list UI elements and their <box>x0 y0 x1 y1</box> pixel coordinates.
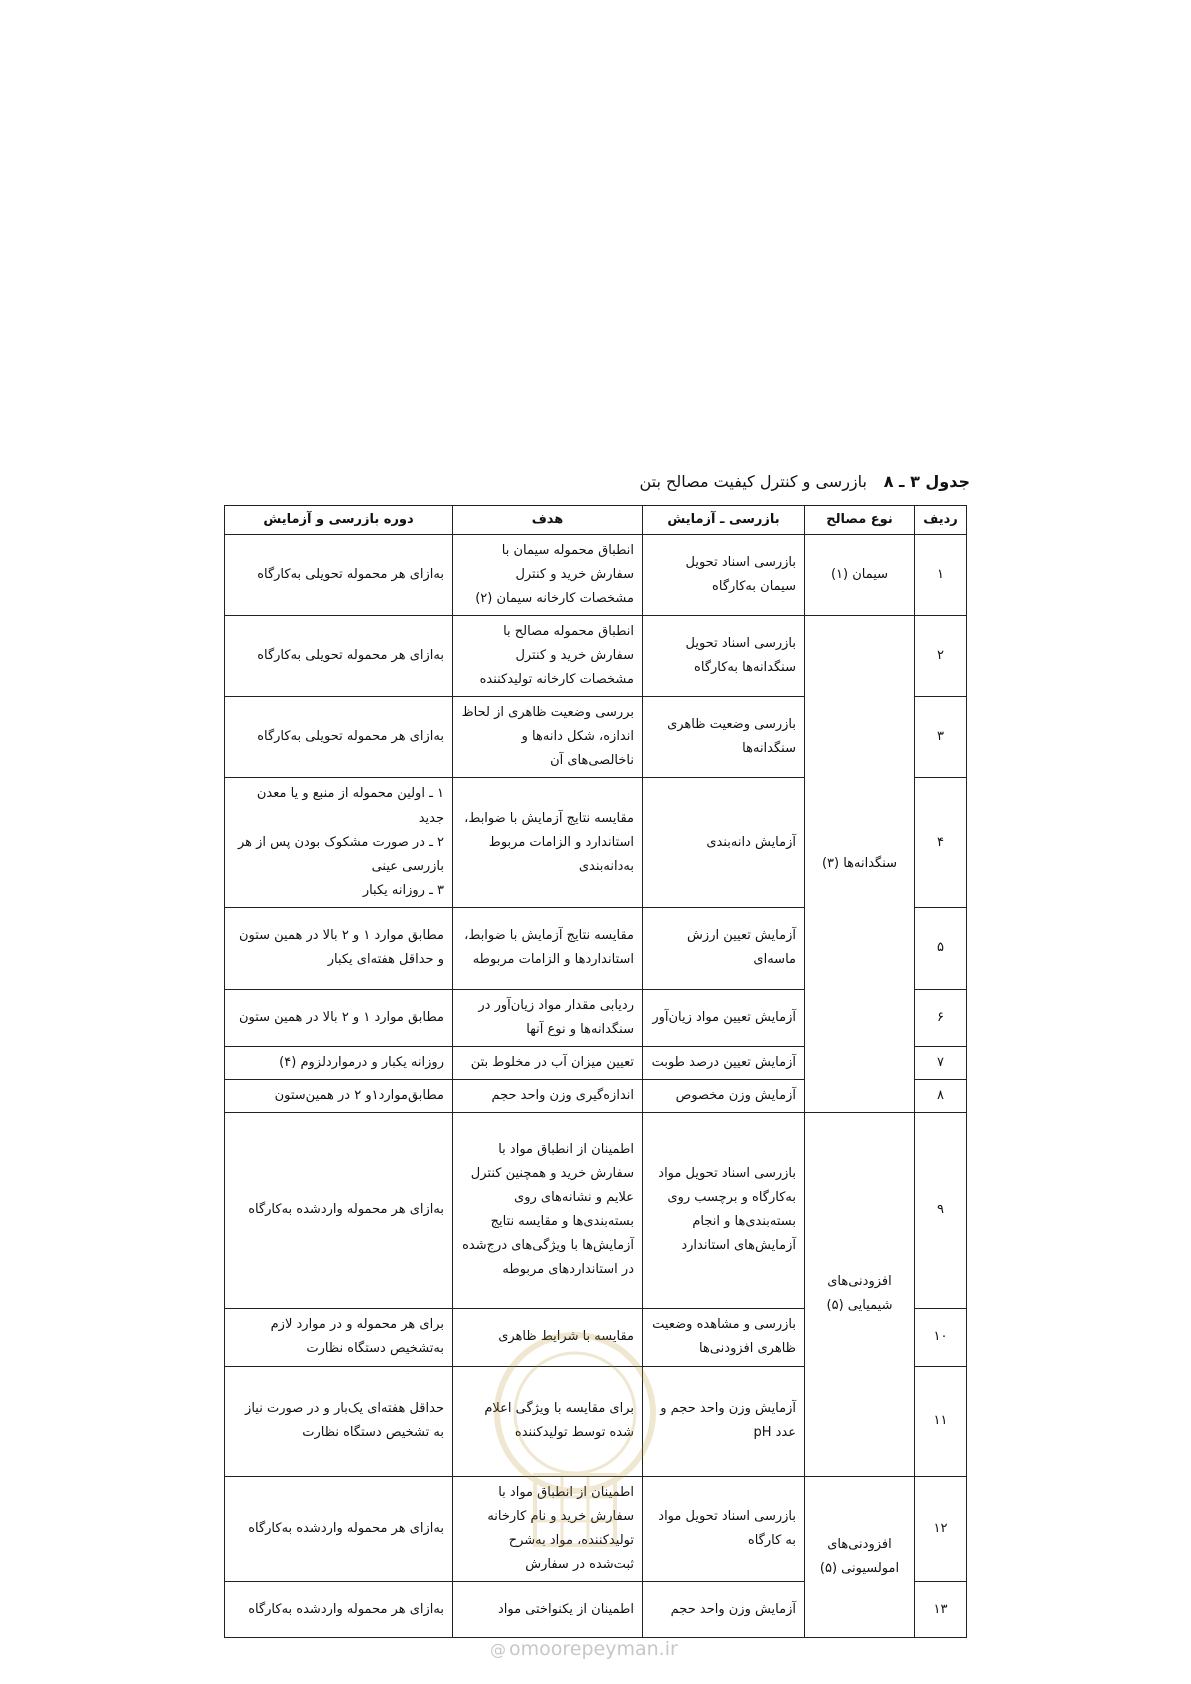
inspection-cell: آزمایش وزن واحد حجم <box>643 1582 805 1638</box>
inspection-cell: بازرسی اسناد تحویل سیمان به‌کارگاه <box>643 535 805 616</box>
row-number: ۶ <box>915 989 967 1046</box>
period-cell: به‌ازای هر محموله واردشده به‌کارگاه <box>225 1582 453 1638</box>
site-watermark <box>490 1638 710 1662</box>
table-caption <box>590 472 970 502</box>
row-number: ۱ <box>915 535 967 616</box>
row-number: ۳ <box>915 697 967 778</box>
goal-cell: اطمینان از یکنواختی مواد <box>453 1582 643 1638</box>
row-number: ۱۳ <box>915 1582 967 1638</box>
period-cell: برای هر محموله و در موارد لازم به‌تشخیص دستگاه نظارت <box>225 1308 453 1366</box>
row-number: ۵ <box>915 907 967 989</box>
period-cell: به‌ازای هر محموله واردشده به‌کارگاه <box>225 1112 453 1308</box>
table-row <box>225 1112 967 1308</box>
period-cell: به‌ازای هر محموله تحویلی به‌کارگاه <box>225 697 453 778</box>
period-cell: مطابق موارد ۱ و ۲ بالا در همین ستون و حداقل هفته‌ای یکبار <box>225 907 453 989</box>
header-row-number: ردیف <box>915 506 967 535</box>
period-cell: به‌ازای هر محموله تحویلی به‌کارگاه <box>225 535 453 616</box>
row-number: ۷ <box>915 1046 967 1079</box>
goal-cell: مقایسه نتایج آزمایش با ضوابط، استانداردها و الزامات مربوطه <box>453 907 643 989</box>
goal-cell: اندازه‌گیری وزن واحد حجم <box>453 1079 643 1112</box>
inspection-cell: آزمایش وزن واحد حجم و عدد pH <box>643 1366 805 1476</box>
table-header-row <box>225 506 967 535</box>
table-row <box>225 1476 967 1581</box>
row-number: ۹ <box>915 1112 967 1308</box>
quality-control-table <box>224 505 967 1638</box>
at-icon: @ <box>490 1640 506 1659</box>
period-cell: حداقل هفته‌ای یک‌بار و در صورت نیاز به تشخیص دستگاه نظارت <box>225 1366 453 1476</box>
period-cell: مطابق‌موارد۱و ۲ در همین‌ستون <box>225 1079 453 1112</box>
inspection-cell: بازرسی اسناد تحویل مواد به کارگاه <box>643 1476 805 1581</box>
row-number: ۱۰ <box>915 1308 967 1366</box>
goal-cell: انطباق محموله سیمان با سفارش خرید و کنترل مشخصات کارخانه سیمان (۲) <box>453 535 643 616</box>
goal-cell: اطمینان از انطباق مواد با سفارش خرید و همچنین کنترل علایم و نشانه‌های روی بسته‌بندی‌ها و مقایسه نتایج آزمایش‌ها با ویژگی‌های درج‌شده در استانداردهای مربوطه <box>453 1112 643 1308</box>
goal-cell: برای مقایسه با ویژگی اعلام شده توسط تولیدکننده <box>453 1366 643 1476</box>
goal-cell: ردیابی مقدار مواد زیان‌آور در سنگدانه‌ها و نوع آنها <box>453 989 643 1046</box>
goal-cell: مقایسه نتایج آزمایش با ضوابط، استاندارد و الزامات مربوط به‌دانه‌بندی <box>453 778 643 907</box>
row-number: ۱۱ <box>915 1366 967 1476</box>
site-watermark-text: omoorepeyman.ir <box>509 1638 678 1660</box>
header-goal: هدف <box>453 506 643 535</box>
period-cell: به‌ازای هر محموله واردشده به‌کارگاه <box>225 1476 453 1581</box>
material-aggregates: سنگدانه‌ها (۳) <box>805 616 915 1113</box>
inspection-cell: بازرسی اسناد تحویل سنگدانه‌ها به‌کارگاه <box>643 616 805 697</box>
inspection-cell: آزمایش تعیین درصد طوبت <box>643 1046 805 1079</box>
header-inspection: بازرسی ـ آزمایش <box>643 506 805 535</box>
row-number: ۸ <box>915 1079 967 1112</box>
period-line: ۲ ـ در صورت مشکوک بودن پس از هر بازرسی عینی <box>237 834 444 874</box>
goal-cell: تعیین میزان آب در مخلوط بتن <box>453 1046 643 1079</box>
period-cell: مطابق موارد ۱ و ۲ بالا در همین ستون <box>225 989 453 1046</box>
material-emulsion-admixtures: افزودنی‌های امولسیونی (۵) <box>805 1476 915 1637</box>
table-title: بازرسی و کنترل کیفیت مصالح بتن <box>639 472 867 491</box>
goal-cell: بررسی وضعیت ظاهری از لحاظ اندازه، شکل دانه‌ها و ناخالصی‌های آن <box>453 697 643 778</box>
inspection-cell: آزمایش وزن مخصوص <box>643 1079 805 1112</box>
table-row <box>225 535 967 616</box>
row-number: ۱۲ <box>915 1476 967 1581</box>
period-line: ۳ ـ روزانه یکبار <box>362 882 444 898</box>
period-cell <box>225 778 453 907</box>
goal-cell: اطمینان از انطباق مواد با سفارش خرید و نام کارخانه تولیدکننده، مواد به‌شرح ثبت‌شده در سفارش <box>453 1476 643 1581</box>
header-material: نوع مصالح <box>805 506 915 535</box>
table-row <box>225 616 967 697</box>
table-number: جدول ۳ ـ ۸ <box>883 472 970 491</box>
row-number: ۴ <box>915 778 967 907</box>
inspection-cell: آزمایش دانه‌بندی <box>643 778 805 907</box>
row-number: ۲ <box>915 616 967 697</box>
goal-cell: انطباق محموله مصالح با سفارش خرید و کنترل مشخصات کارخانه تولیدکننده <box>453 616 643 697</box>
period-cell: به‌ازای هر محموله تحویلی به‌کارگاه <box>225 616 453 697</box>
material-chemical-admixtures: افزودنی‌های شیمیایی (۵) <box>805 1112 915 1476</box>
inspection-cell: بازرسی وضعیت ظاهری سنگدانه‌ها <box>643 697 805 778</box>
inspection-cell: بازرسی اسناد تحویل مواد به‌کارگاه و برچسب روی بسته‌بندی‌ها و انجام آزمایش‌های استاندارد <box>643 1112 805 1308</box>
inspection-cell: آزمایش تعیین مواد زیان‌آور <box>643 989 805 1046</box>
material-cement: سیمان (۱) <box>805 535 915 616</box>
header-period: دوره بازرسی و آزمایش <box>225 506 453 535</box>
period-cell: روزانه یکبار و درمواردلزوم (۴) <box>225 1046 453 1079</box>
inspection-cell: آزمایش تعیین ارزش ماسه‌ای <box>643 907 805 989</box>
inspection-cell: بازرسی و مشاهده وضعیت ظاهری افزودنی‌ها <box>643 1308 805 1366</box>
goal-cell: مقایسه با شرایط ظاهری <box>453 1308 643 1366</box>
period-line: ۱ ـ اولین محموله از منبع و یا معدن جدید <box>256 786 444 826</box>
